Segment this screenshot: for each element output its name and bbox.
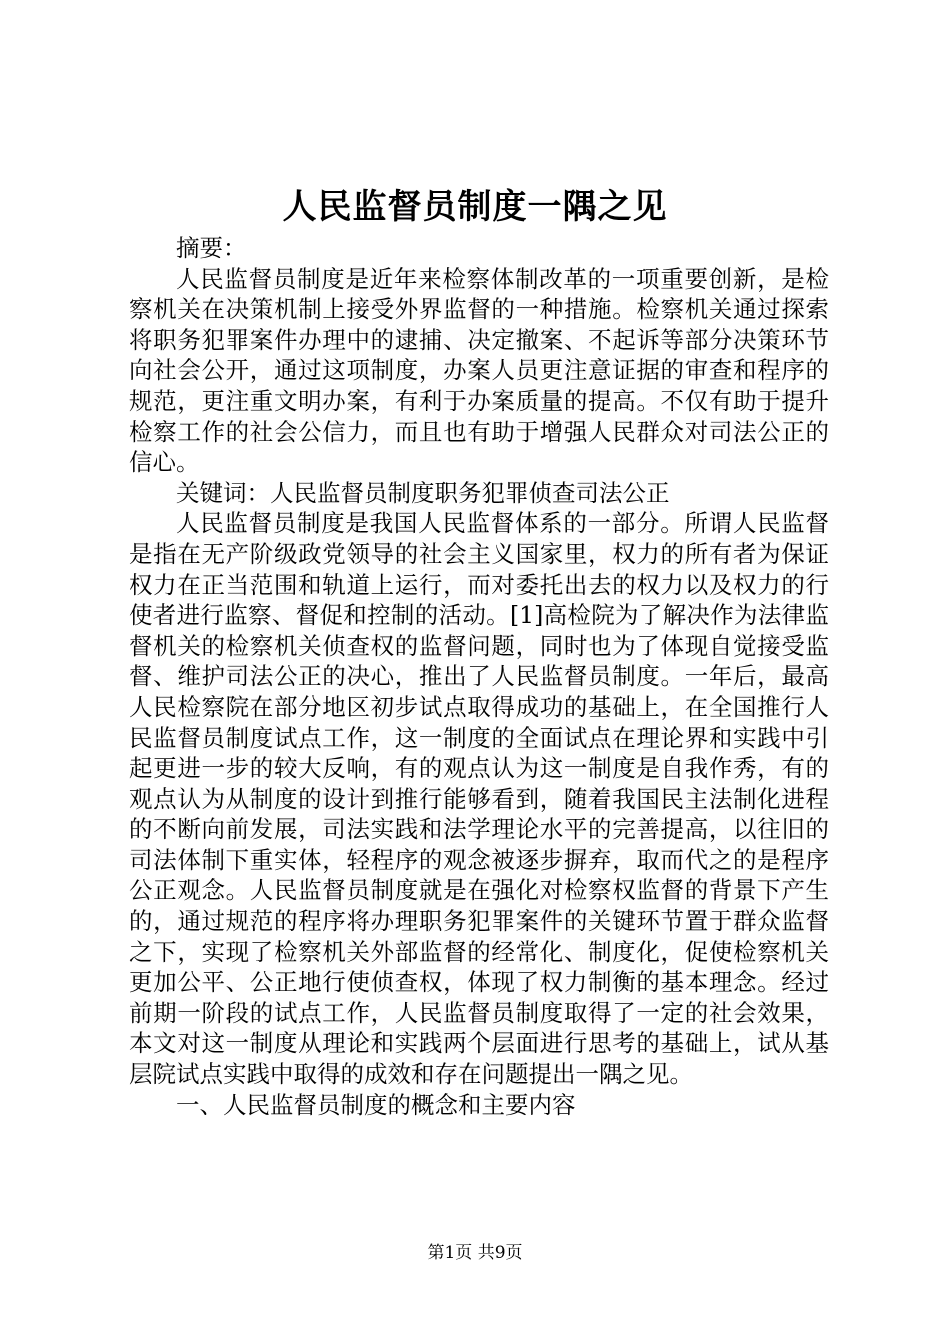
document-body bbox=[129, 233, 829, 1120]
document-title: 人民监督员制度一隅之见 bbox=[282, 187, 668, 227]
abstract-paragraph: 人民监督员制度是近年来检察体制改革的一项重要创新，是检察机关在决策机制上接受外界监督的一种措施。检察机关通过探索将职务犯罪案件办理中的逮捕、决定撤案、不起诉等部分决策环节向社会公开，通过这项制度，办案人员更注意证据的审查和程序的规范，更注重文明办案，有利于办案质量的提高。不仅有助于提升检察工作的社会公信力，而且也有助于增强人民群众对司法公正的信心。 bbox=[129, 264, 829, 477]
page-footer: 第1页 共9页 bbox=[427, 1243, 523, 1263]
keywords-paragraph: 关键词：人民监督员制度职务犯罪侦查司法公正 bbox=[176, 478, 670, 507]
section-heading: 一、人民监督员制度的概念和主要内容 bbox=[176, 1090, 576, 1119]
body-paragraph: 人民监督员制度是我国人民监督体系的一部分。所谓人民监督是指在无产阶级政党领导的社会主义国家里，权力的所有者为保证权力在正当范围和轨道上运行，而对委托出去的权力以及权力的行使者进行监察、督促和控制的活动。[1]高检院为了解决作为法律监督机关的检察机关侦查权的监督问题，同时也为了体现自觉接受监督、维护司法公正的决心，推出了人民监督员制度。一年后，最高人民检察院在部分地区初步试点取得成功的基础上，在全国推行人民监督员制度试点工作，这一制度的全面试点在理论界和实践中引起更进一步的较大反响，有的观点认为这一制度是自我作秀，有的观点认为从制度的设计到推行能够看到，随着我国民主法制化进程的不断向前发展，司法实践和法学理论水平的完善提高，以往旧的司法体制下重实体，轻程序的观念被逐步摒弃，取而代之的是程序公正观念。人民监督员制度就是在强化对检察权监督的背景下产生的，通过规范的程序将办理职务犯罪案件的关键环节置于群众监督之下，实现了检察机关外部监督的经常化、制度化，促使检察机关更加公平、公正地行使侦查权，体现了权力制衡的基本理念。经过前期一阶段的试点工作，人民监督员制度取得了一定的社会效果，本文对这一制度从理论和实践两个层面进行思考的基础上，试从基层院试点实践中取得的成效和存在问题提出一隅之见。 bbox=[129, 509, 829, 1089]
abstract-heading: 摘要： bbox=[176, 234, 247, 262]
